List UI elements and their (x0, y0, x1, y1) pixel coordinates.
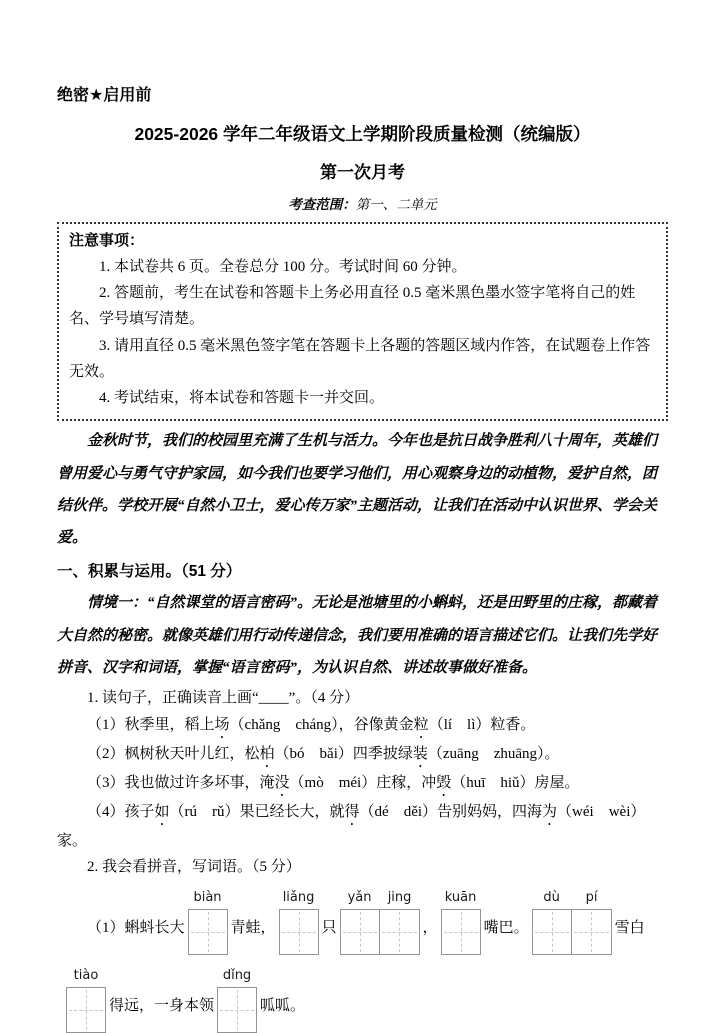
emphasized-character: 没 (274, 774, 290, 791)
tianzige-cell (217, 987, 257, 1033)
question-2-line-2 (57, 967, 668, 1033)
pinyin-label-row (279, 889, 319, 909)
notice-item-4: 4. 考试结束，将本试卷和答题卡一并交回。 (99, 390, 385, 407)
pinyin-writing-box-group (188, 889, 228, 955)
character-grid-row (340, 909, 420, 955)
sentence-text: 得远，一身本领 (109, 998, 215, 1015)
sentence-text: ， (422, 920, 438, 937)
pinyin-label: dù (543, 890, 560, 906)
tianzige-cell (340, 909, 380, 955)
character-grid-row (441, 909, 481, 955)
pinyin-label: jing (387, 890, 412, 906)
character-grid-row (532, 909, 612, 955)
paper-title: 2025-2026 学年二年级语文上学期阶段质量检测（统编版） (134, 123, 591, 144)
emphasized-character: 装 (412, 745, 428, 762)
sentence-text: （chǎng cháng），谷像黄金 (229, 716, 414, 733)
question-1-item-3 (57, 771, 668, 800)
emphasized-character: 为 (542, 803, 558, 820)
sentence-text: （2）枫树秋天叶儿红，松 (87, 745, 260, 762)
pinyin-label: liǎng (282, 890, 315, 906)
pinyin-writing-box-group (217, 967, 257, 1033)
pinyin-label-row (340, 889, 420, 909)
pinyin-writing-box-group (532, 889, 612, 955)
notice-box (57, 222, 668, 422)
intro-paragraph: 金秋时节，我们的校园里充满了生机与活力。今年也是抗日战争胜利八十周年，英雄们曾用爱心与勇气守护家园，如今我们也要学习他们，用心观察身边的动植物，爱护自然，团结伙伴。学校开展“自然小卫士，爱心传万家”主题活动，让我们在活动中认识世界、学会关爱。 (57, 433, 658, 547)
pinyin-writing-box-group (340, 889, 420, 955)
sentence-text: （zuāng zhuāng）。 (427, 745, 560, 762)
pinyin-label-row (441, 889, 481, 909)
pinyin-label: dǐng (222, 968, 252, 984)
question-1-item-1 (57, 713, 668, 742)
sentence-text: （3）我也做过许多坏事，淹 (87, 774, 275, 791)
pinyin-label: yǎn (347, 890, 372, 906)
sentence-text: （bó bǎi）四季披绿 (274, 745, 413, 762)
pinyin-label-row (66, 967, 106, 987)
emphasized-character: 场 (214, 716, 230, 733)
tianzige-cell (441, 909, 481, 955)
sentence-text: （1）蝌蚪长大 (87, 920, 185, 937)
emphasized-character: 柏 (259, 745, 275, 762)
question-1-item-2 (57, 742, 668, 771)
tianzige-cell (188, 909, 228, 955)
classification-banner: 绝密★启用前 (57, 87, 152, 104)
pinyin-label-row (532, 889, 612, 909)
sentence-text: （1）秋季里，稻上 (87, 716, 215, 733)
sentence-text: 嘴巴。 (483, 920, 529, 937)
pinyin-writing-box-group (441, 889, 481, 955)
pinyin-label: biàn (193, 890, 222, 906)
question-1-item-4 (57, 800, 668, 853)
exam-scope-value: 第一、二单元 (355, 196, 437, 212)
notice-item-1: 1. 本试卷共 6 页。全卷总分 100 分。考试时间 60 分钟。 (99, 258, 467, 275)
pinyin-label: pí (585, 890, 598, 906)
character-grid-row (66, 987, 106, 1033)
notice-item-3: 3. 请用直径 0.5 毫米黑色签字笔在答题卡上各题的答题区域内作答，在试题卷上作答无效。 (69, 337, 651, 380)
section-1-heading: 一、积累与运用。（51 分） (57, 563, 242, 581)
emphasized-character: 毁 (436, 774, 452, 791)
pinyin-label-row (188, 889, 228, 909)
question-2-label: 2. 我会看拼音，写词语。（5 分） (87, 858, 301, 875)
sentence-text: （mò méi）庄稼，冲 (289, 774, 437, 791)
tianzige-cell (572, 909, 612, 955)
question-1-label: 1. 读句子，正确读音上画“____”。（4 分） (87, 690, 360, 707)
pinyin-writing-box-group (279, 889, 319, 955)
sentence-text: （wéi wèi）家。 (57, 803, 646, 849)
exam-scope-label: 考查范围： (288, 196, 356, 212)
sentence-text: 只 (321, 920, 337, 937)
tianzige-cell (532, 909, 572, 955)
character-grid-row (279, 909, 319, 955)
emphasized-character: 如 (154, 803, 170, 820)
sentence-text: （4）孩子 (87, 803, 155, 820)
pinyin-label: kuān (444, 890, 477, 906)
tianzige-cell (380, 909, 420, 955)
emphasized-character: 粒 (413, 716, 429, 733)
pinyin-writing-box-group (66, 967, 106, 1033)
character-grid-row (217, 987, 257, 1033)
question-2-line-1 (57, 889, 668, 955)
notice-heading: 注意事项： (69, 231, 145, 249)
sentence-text: （rú rǔ）果已经长大，就 (169, 803, 345, 820)
pinyin-label: tiào (73, 968, 99, 984)
exam-scope-line (57, 196, 668, 215)
sentence-text: （huī hiǔ）房屋。 (451, 774, 580, 791)
emphasized-character: 得 (344, 803, 360, 820)
notice-item-2: 2. 答题前，考生在试卷和答题卡上务必用直径 0.5 毫米黑色墨水签字笔将自己的姓名、学号填写清楚。 (69, 285, 636, 328)
tianzige-cell (66, 987, 106, 1033)
sentence-text: 雪白 (614, 920, 645, 937)
scenario-1-paragraph: 情境一：“自然课堂的语言密码”。无论是池塘里的小蝌蚪，还是田野里的庄稼，都藏着大自然的秘密。就像英雄们用行动传递信念，我们要用准确的语言描述它们。让我们先学好拼音、汉字和词语，掌握“语言密码”，为认识自然、讲述故事做好准备。 (57, 595, 658, 676)
character-grid-row (188, 909, 228, 955)
paper-subtitle: 第一次月考 (320, 162, 405, 182)
tianzige-cell (279, 909, 319, 955)
pinyin-label-row (217, 967, 257, 987)
sentence-text: 青蛙， (230, 920, 276, 937)
sentence-text: （lí lì）粒香。 (428, 716, 536, 733)
sentence-text: 呱呱。 (260, 998, 306, 1015)
sentence-text: （dé děi）告别妈妈，四海 (359, 803, 543, 820)
